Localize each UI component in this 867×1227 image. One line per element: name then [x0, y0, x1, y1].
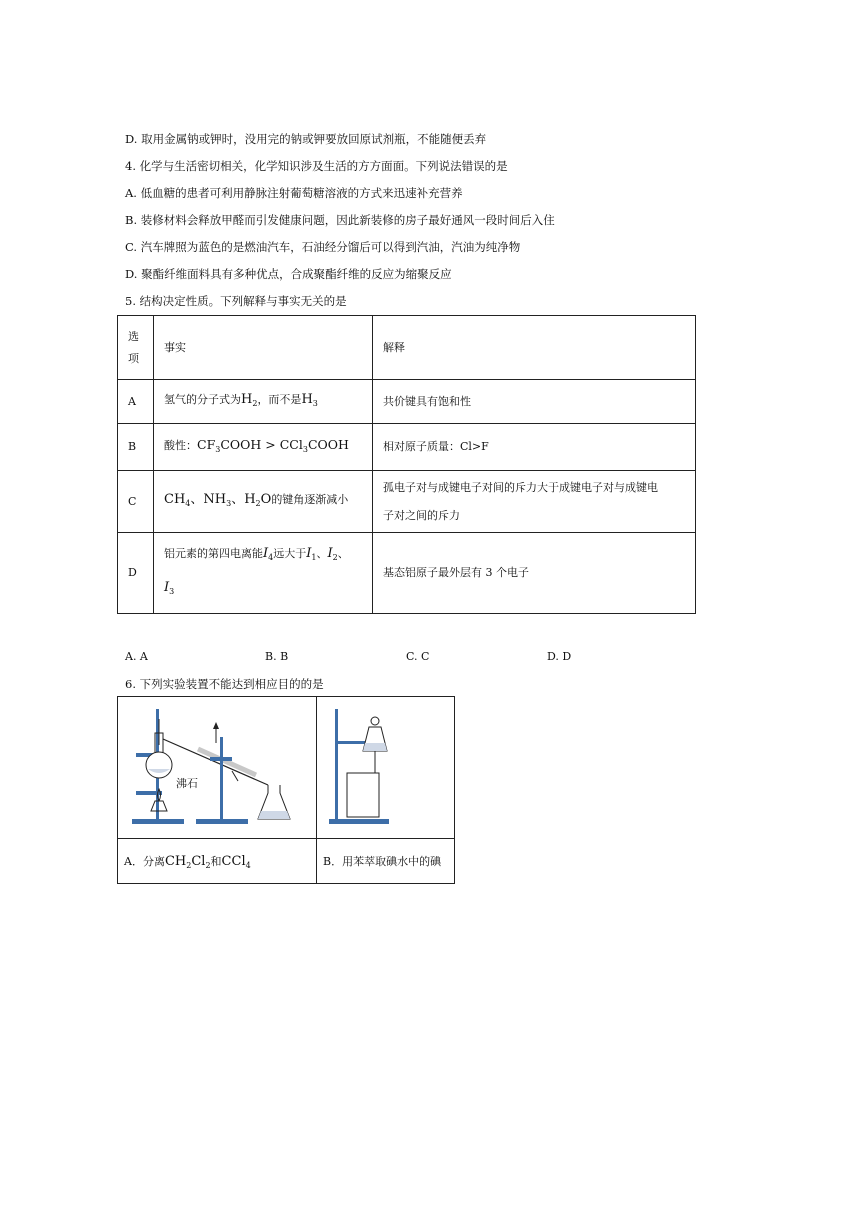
q4-option-b: B. 装修材料会释放甲醛而引发健康问题，因此新装修的房子最好通风一段时间后入住 [125, 213, 555, 227]
row-fact: 氢气的分子式为$H_2$，而不是$H_3$ [154, 380, 373, 424]
row-fact: 铝元素的第四电离能$I_4$远大于$I_1$、$I_2$、 $I_3$ [154, 533, 373, 614]
row-explanation: 相对原子质量：Cl>F [373, 424, 696, 471]
header-explanation: 解释 [373, 316, 696, 380]
row-fact: 酸性：$CF_3COOH$ > CCl$_3$COOH [154, 424, 373, 471]
row-explanation: 孤电子对与成键电子对间的斥力大于成键电子对与成键电 子对之间的斥力 [373, 471, 696, 533]
extraction-apparatus-figure [317, 697, 455, 835]
funnel-stopper [371, 717, 379, 725]
table-header-row [118, 316, 696, 380]
q5-choice-a: A. A [125, 650, 148, 663]
row-option: A [118, 380, 154, 424]
stand2-rod [220, 737, 223, 821]
distilling-flask [146, 752, 172, 778]
q6-option-a: A．分离$CH_2Cl_2$和CCl$_4$ [118, 839, 317, 884]
q5-choice-d: D. D [547, 650, 572, 663]
condenser [198, 749, 256, 775]
stand2-clamp [210, 757, 232, 761]
beaker [347, 773, 379, 817]
q4-option-c: C. 汽车牌照为蓝色的是燃油汽车，石油经分馏后可以得到汽油，汽油为纯净物 [125, 240, 521, 254]
q5-stem: 5. 结构决定性质。下列解释与事实无关的是 [125, 294, 347, 308]
water-in-arrow [232, 771, 238, 781]
table-row [118, 380, 696, 424]
q6-table [117, 696, 455, 884]
q4-option-d: D. 聚酯纤维面料具有多种优点，合成聚酯纤维的反应为缩聚反应 [125, 267, 452, 281]
q3-option-d: D. 取用金属钠或钾时，没用完的钠或钾要放回原试剂瓶，不能随便丢弃 [125, 132, 487, 146]
row-option: D [118, 533, 154, 614]
table-row [118, 471, 696, 533]
q5-choice-c: C. C [406, 650, 430, 663]
distillation-apparatus-cell [118, 697, 317, 839]
q4-stem: 4. 化学与生活密切相关，化学知识涉及生活的方方面面。下列说法错误的是 [125, 159, 508, 173]
row-option: C [118, 471, 154, 533]
header-option: 选 项 [118, 316, 154, 380]
arrow-head-icon [213, 722, 219, 729]
q5-choice-b: B. B [265, 650, 289, 663]
q4-option-a: A. 低血糖的患者可利用静脉注射葡萄糖溶液的方式来迅速补充营养 [125, 186, 463, 200]
boiling-chip-label: 沸石 [176, 777, 198, 790]
q6-stem: 6. 下列实验装置不能达到相应目的的是 [125, 677, 324, 691]
row-explanation: 基态铝原子最外层有 3 个电子 [373, 533, 696, 614]
separatory-funnel-cell [317, 697, 455, 839]
row-option: B [118, 424, 154, 471]
row-fact: $CH_4$、$NH_3$、$H_2O$的键角逐渐减小 [154, 471, 373, 533]
header-fact: 事实 [154, 316, 373, 380]
distillation-apparatus-figure [118, 697, 317, 835]
table-row [118, 424, 696, 471]
stand-rod [335, 709, 338, 821]
table-row [118, 533, 696, 614]
flask-distillate [258, 811, 290, 819]
q6-option-b: B．用苯萃取碘水中的碘 [317, 839, 455, 884]
q5-table [117, 315, 696, 614]
funnel-liquid [363, 743, 387, 751]
row-explanation: 共价键具有饱和性 [373, 380, 696, 424]
